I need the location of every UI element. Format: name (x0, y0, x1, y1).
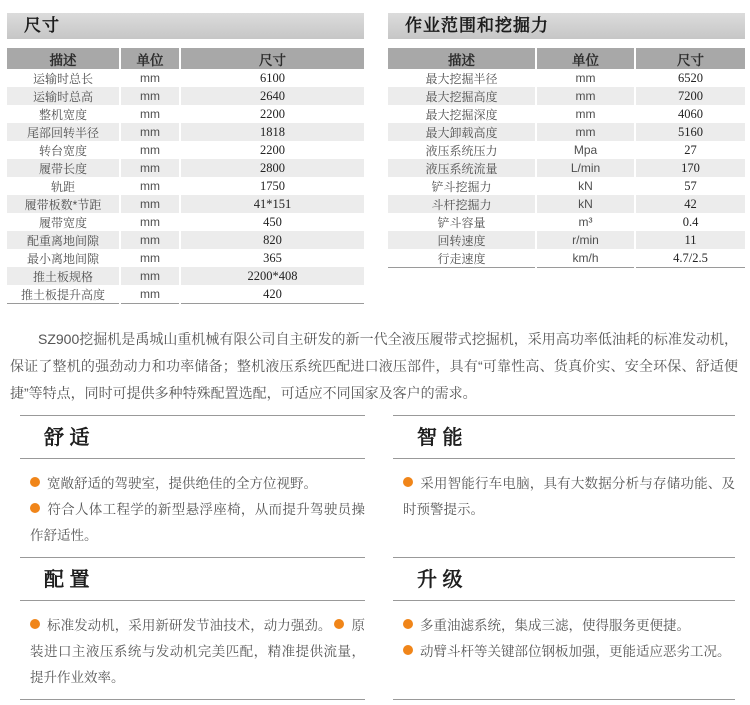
spec-value: 820 (180, 231, 364, 249)
bullet-icon (403, 477, 413, 487)
feature-section (393, 415, 735, 557)
spec-unit: mm (120, 249, 180, 267)
feature-item-text: 动臂斗杆等关键部位钢板加强，更能适应恶劣工况。 (420, 644, 731, 659)
spec-name: 轨距 (50, 179, 75, 194)
table-row (388, 231, 745, 249)
spec-value: 6520 (635, 69, 745, 87)
table-row (7, 195, 364, 213)
spec-name: 液压系统压力 (425, 143, 498, 158)
table-row (388, 159, 745, 177)
spec-value: 41*151 (180, 195, 364, 213)
spec-unit: mm (120, 213, 180, 231)
spec-name: 履带长度 (38, 161, 87, 176)
column-header: 单位 (120, 48, 180, 69)
spec-value: 1750 (180, 177, 364, 195)
table-row (7, 87, 364, 105)
spec-value: 5160 (635, 123, 745, 141)
spec-unit: mm (120, 105, 180, 123)
feature-item (403, 639, 735, 665)
header-row (7, 48, 364, 69)
spec-unit: mm (120, 285, 180, 304)
working-range-title-bar: 作业范围和挖掘力 (388, 13, 745, 39)
feature-item (403, 613, 735, 639)
table-row (7, 213, 364, 231)
spec-unit: mm (536, 105, 635, 123)
spec-value: 42 (635, 195, 745, 213)
spec-value: 57 (635, 177, 745, 195)
feature-grid (20, 415, 735, 700)
spec-value: 2640 (180, 87, 364, 105)
spec-name: 推土板规格 (32, 269, 93, 284)
column-header: 尺寸 (635, 48, 745, 69)
feature-item-text: 标准发动机，采用新研发节油技术，动力强劲。 (47, 618, 332, 633)
spec-unit: mm (120, 177, 180, 195)
section-title: 配 置 (20, 558, 365, 601)
table-row (7, 267, 364, 285)
spec-value: 365 (180, 249, 364, 267)
spec-unit: mm (536, 123, 635, 141)
section-title: 升 级 (393, 558, 735, 601)
spec-name: 最大挖掘高度 (425, 89, 498, 104)
spec-value: 2200*408 (180, 267, 364, 285)
column-header: 描述 (388, 48, 536, 69)
table-row (388, 177, 745, 195)
table-row (388, 213, 745, 231)
bullet-icon (334, 619, 344, 629)
spec-name: 履带板数*节距 (24, 197, 102, 212)
table-row (7, 231, 364, 249)
table-row (7, 249, 364, 267)
spec-unit: mm (536, 87, 635, 105)
section-body (393, 601, 735, 673)
bullet-icon (30, 477, 40, 487)
table-row (7, 69, 364, 87)
spec-unit: m³ (536, 213, 635, 231)
header-row (388, 48, 745, 69)
spec-name: 转台宽度 (38, 143, 87, 158)
spec-name: 最大挖掘半径 (425, 71, 498, 86)
spec-unit: mm (120, 231, 180, 249)
spec-name: 配重离地间隙 (26, 233, 99, 248)
column-header: 单位 (536, 48, 635, 69)
spec-value: 2200 (180, 105, 364, 123)
section-title: 智 能 (393, 416, 735, 459)
dimensions-title-bar: 尺寸 (7, 13, 364, 39)
working-range-column (388, 13, 745, 304)
spec-name: 履带宽度 (38, 215, 87, 230)
feature-section (393, 557, 735, 700)
spec-name: 铲斗容量 (437, 215, 486, 230)
table-row (388, 105, 745, 123)
table-row (7, 159, 364, 177)
bullet-icon (403, 645, 413, 655)
spec-unit: mm (120, 159, 180, 177)
spec-value: 7200 (635, 87, 745, 105)
spec-value: 4060 (635, 105, 745, 123)
bullet-icon (30, 619, 40, 629)
spec-unit: mm (120, 87, 180, 105)
table-row (7, 285, 364, 304)
dimensions-table (7, 48, 364, 304)
table-row (7, 105, 364, 123)
spec-unit: mm (120, 141, 180, 159)
spec-name: 最小离地间隙 (26, 251, 99, 266)
feature-item-text: 原装进口主液压系统与发动机完美匹配，精准提供流量，提升作业效率。 (30, 618, 366, 685)
section-title: 舒 适 (20, 416, 365, 459)
spec-value: 170 (635, 159, 745, 177)
spec-unit: mm (120, 69, 180, 87)
spec-value: 6100 (180, 69, 364, 87)
spec-name: 尾部回转半径 (26, 125, 99, 140)
spec-value: 0.4 (635, 213, 745, 231)
table-row (388, 249, 745, 268)
spec-name: 最大挖掘深度 (425, 107, 498, 122)
column-header: 尺寸 (180, 48, 364, 69)
spec-unit: mm (536, 69, 635, 87)
feature-item (30, 471, 365, 497)
intro-paragraph: SZ900挖掘机是禹城山重机械有限公司自主研发的新一代全液压履带式挖掘机，采用高功率低油耗的标准发动机，保证了整机的强劲动力和功率储备；整机液压系统匹配进口液压部件，具有“可靠性高、货真价实、安全环保、舒适便捷”等特点，同时可提供多种特殊配置选配，可适应不同国家及客户的需求。 (10, 331, 738, 401)
spec-name: 斗杆挖掘力 (431, 197, 492, 212)
section-body (20, 459, 365, 557)
feature-item (403, 471, 735, 523)
spec-unit: mm (120, 123, 180, 141)
spec-unit: mm (120, 195, 180, 213)
spec-value: 1818 (180, 123, 364, 141)
table-row (388, 69, 745, 87)
section-body (393, 459, 735, 531)
spec-value: 2200 (180, 141, 364, 159)
feature-item-text: 符合人体工程学的新型悬浮座椅，从而提升驾驶员操作舒适性。 (30, 502, 365, 543)
spec-tables-row (0, 0, 750, 304)
table-row (388, 87, 745, 105)
feature-item (30, 613, 365, 691)
spec-unit: mm (120, 267, 180, 285)
table-row (388, 123, 745, 141)
feature-item-text: 采用智能行车电脑，具有大数据分析与存储功能、及时预警提示。 (403, 476, 735, 517)
spec-unit: Mpa (536, 141, 635, 159)
bullet-icon (403, 619, 413, 629)
spec-value: 2800 (180, 159, 364, 177)
table-row (7, 141, 364, 159)
table-row (388, 141, 745, 159)
spec-value: 11 (635, 231, 745, 249)
section-body (20, 601, 365, 699)
spec-unit: kN (536, 195, 635, 213)
spec-name: 推土板提升高度 (20, 287, 105, 302)
spec-unit: L/min (536, 159, 635, 177)
spec-name: 液压系统流量 (425, 161, 498, 176)
feature-item-text: 宽敞舒适的驾驶室，提供绝佳的全方位视野。 (47, 476, 317, 491)
feature-item (30, 497, 365, 549)
table-row (388, 195, 745, 213)
feature-item-text: 多重油滤系统，集成三滤，使得服务更便捷。 (420, 618, 690, 633)
spec-value: 4.7/2.5 (635, 249, 745, 268)
spec-unit: r/min (536, 231, 635, 249)
column-header: 描述 (7, 48, 120, 69)
spec-name: 运输时总长 (32, 71, 93, 86)
bullet-icon (30, 503, 40, 513)
spec-name: 运输时总高 (32, 89, 93, 104)
working-range-table (388, 48, 745, 268)
spec-unit: kN (536, 177, 635, 195)
spec-unit: km/h (536, 249, 635, 268)
spec-name: 行走速度 (437, 251, 486, 266)
table-row (7, 177, 364, 195)
spec-name: 最大卸载高度 (425, 125, 498, 140)
table-row (7, 123, 364, 141)
feature-section (20, 415, 365, 557)
spec-value: 27 (635, 141, 745, 159)
spec-name: 整机宽度 (38, 107, 87, 122)
feature-section (20, 557, 365, 700)
spec-value: 450 (180, 213, 364, 231)
spec-name: 铲斗挖掘力 (431, 179, 492, 194)
dimensions-column (7, 13, 364, 304)
spec-value: 420 (180, 285, 364, 304)
spec-name: 回转速度 (437, 233, 486, 248)
